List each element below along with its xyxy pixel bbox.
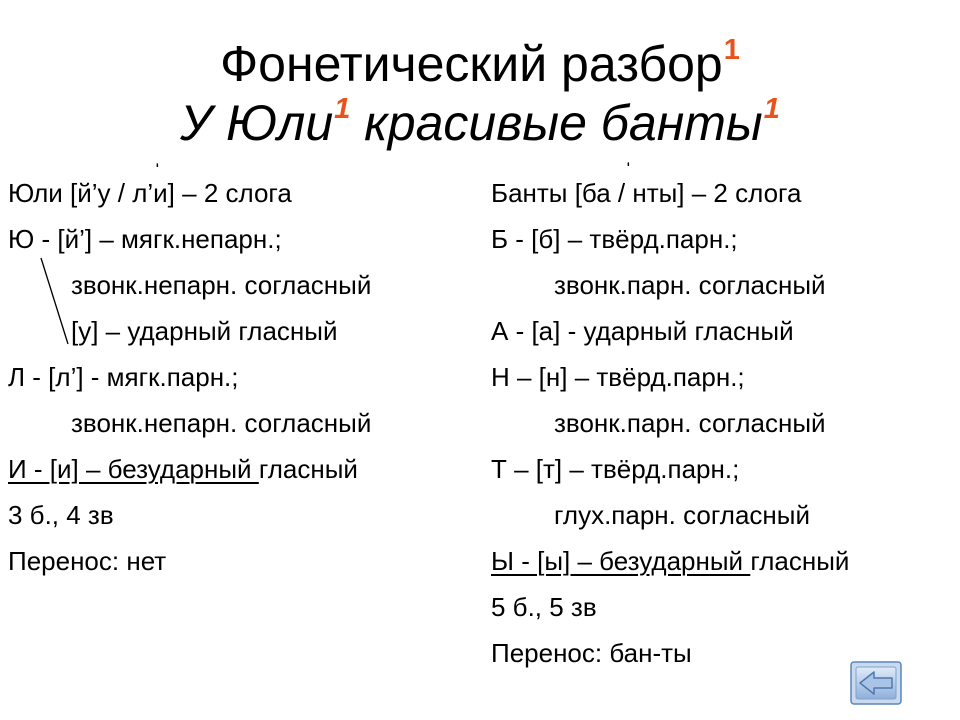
right-word-line: [491, 160, 951, 216]
right-column-analysis: [491, 160, 951, 676]
left-hyphen-line: Перенос: нет: [8, 546, 167, 576]
left-i-underlined: И - [и] – безударный: [8, 454, 259, 484]
right-count-line: 5 б., 5 зв: [491, 592, 597, 622]
subtitle-superscript-2: 1: [763, 93, 780, 125]
left-u-line: [у] – ударный гласный: [71, 316, 338, 346]
right-y-rest: гласный: [750, 546, 850, 576]
subtitle-part2: красивые банты: [350, 95, 763, 151]
right-hyphen-line: Перенос: бан-ты: [491, 638, 692, 668]
right-t-line: Т – [т] – твёрд.парн.;: [491, 454, 740, 484]
stress-mark-right: ˈ: [625, 160, 632, 182]
right-n-line2: звонк.парн. согласный: [554, 408, 826, 438]
right-y-underlined: Ы - [ы] – безударный: [491, 546, 751, 576]
left-arrow-icon: [850, 661, 902, 705]
left-l-line: Л - [л’] - мягк.парн.;: [8, 362, 239, 392]
page-title: [0, 36, 960, 100]
right-a-line: А - [а] - ударный гласный: [491, 316, 794, 346]
left-i-rest: гласный: [258, 454, 358, 484]
stress-mark-left: ˈ: [154, 161, 161, 183]
left-column-analysis: [8, 161, 458, 584]
left-i-line: [8, 446, 458, 492]
title-line1-text: Фонетический разбор: [220, 36, 723, 92]
subtitle-superscript-1: 1: [334, 93, 351, 125]
right-word-text: Банты [ба / нты] – 2 слога: [491, 178, 802, 208]
left-word-line: [8, 161, 458, 216]
right-n-line: Н – [н] – твёрд.парн.;: [491, 362, 745, 392]
right-b-line2: звонк.парн. согласный: [554, 270, 826, 300]
subtitle-part1: У Юли: [180, 95, 334, 151]
right-y-line: [491, 538, 951, 584]
left-count-line: 3 б., 4 зв: [8, 500, 114, 530]
left-yu-line: Ю - [й’] – мягк.непарн.;: [8, 224, 282, 254]
title-line1-superscript: 1: [723, 34, 740, 66]
back-button[interactable]: [850, 661, 902, 705]
left-l-line2: звонк.непарн. согласный: [71, 408, 372, 438]
right-t-line2: глух.парн. согласный: [554, 500, 810, 530]
left-yu-line2: звонк.непарн. согласный: [71, 270, 372, 300]
left-word-text: Юли [й’у / л’и] – 2 слога: [8, 178, 292, 208]
right-b-line: Б - [б] – твёрд.парн.;: [491, 224, 738, 254]
page-subtitle: [0, 95, 960, 159]
